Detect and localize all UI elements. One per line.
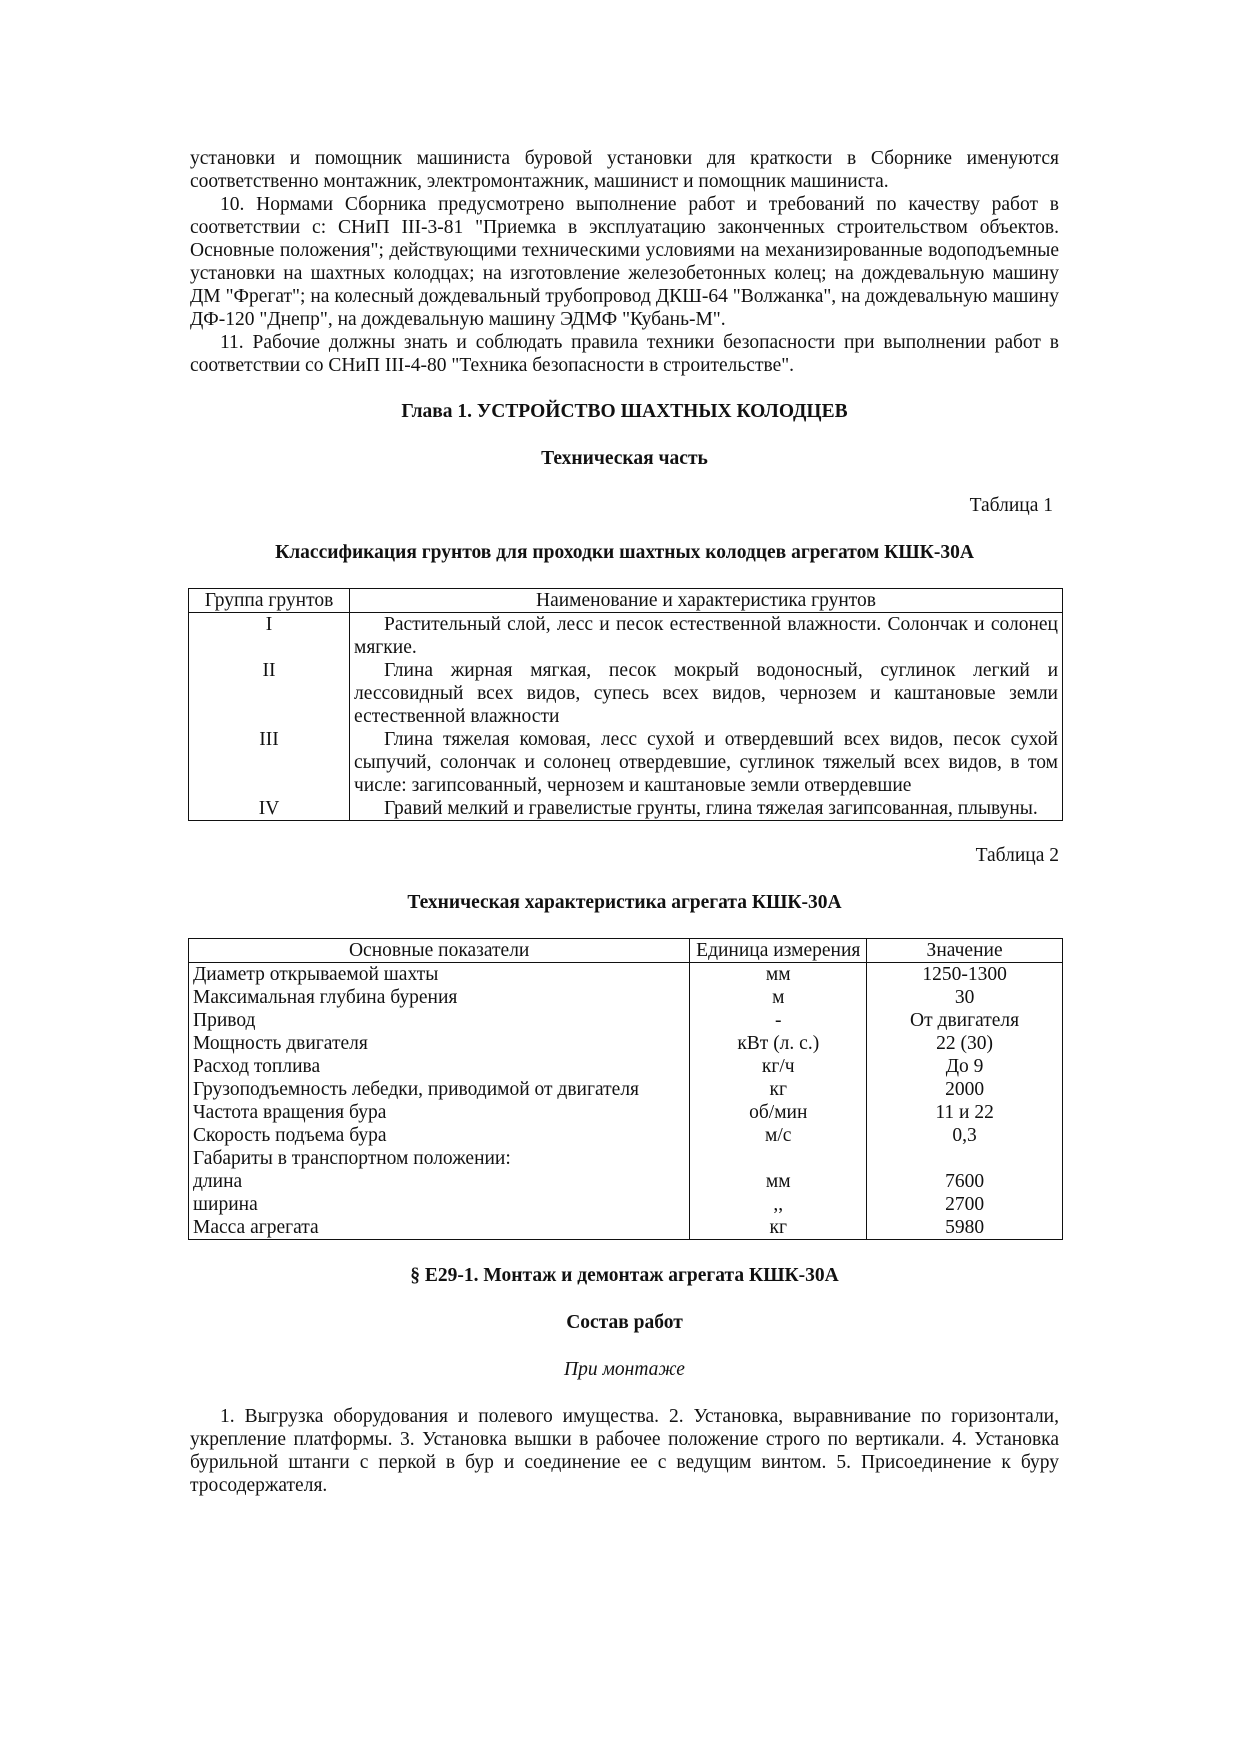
soil-group-cell: I — [189, 613, 350, 660]
paragraph-continued: установки и помощник машиниста буровой установки для краткости в Сборнике именуются соответственно монтажник, электромонтажник, машинист и помощник машиниста. — [190, 148, 1059, 192]
spec-name-cell: ширина — [189, 1193, 690, 1216]
soil-group-cell: III — [189, 728, 350, 797]
spec-name-cell: Масса агрегата — [189, 1216, 690, 1240]
spec-unit-cell: ,, — [690, 1193, 867, 1216]
spec-name-cell: Расход топлива — [189, 1055, 690, 1078]
spec-value-cell: 0,3 — [867, 1124, 1063, 1147]
spec-unit-cell: м — [690, 986, 867, 1009]
spec-value-cell: От двигателя — [867, 1009, 1063, 1032]
column-header-description: Наименование и характеристика грунтов — [350, 589, 1063, 613]
aggregate-specs-table — [188, 938, 1063, 1240]
table-row — [189, 1032, 1063, 1055]
spec-unit-cell: кг — [690, 1078, 867, 1101]
soil-group-cell: IV — [189, 797, 350, 821]
spec-unit-cell: мм — [690, 963, 867, 987]
spec-name-cell: длина — [189, 1170, 690, 1193]
table1-title: Классификация грунтов для проходки шахтных колодцев агрегатом КШК-30А — [275, 542, 974, 563]
column-header-unit: Единица измерения — [690, 939, 867, 963]
column-header-value: Значение — [867, 939, 1063, 963]
soil-description-cell: Глина тяжелая комовая, лесс сухой и отвердевший всех видов, песок сухой сыпучий, солончак и солонец отвердевшие, суглинок тяжелый всех видов, в том числе: загипсованный, чернозем и каштановые земли отвердевшие — [350, 728, 1063, 797]
table-row — [189, 963, 1063, 987]
table-row — [189, 659, 1063, 728]
table-row — [189, 1009, 1063, 1032]
paragraph-11: 11. Рабочие должны знать и соблюдать правила техники безопасности при выполнении работ в соответствии со СНиП III-4-80 "Техника безопасности в строительстве". — [190, 332, 1059, 376]
mount-paragraph: 1. Выгрузка оборудования и полевого имущества. 2. Установка, выравнивание по горизонтали, укрепление платформы. 3. Установка вышки в рабочее положение строго по вертикали. 4. Установка бурильной штанги с перкой в бур и соединение ее с ведущим винтом. 5. Присоединение к буру тросодержателя. — [190, 1406, 1059, 1496]
document-page — [190, 147, 1059, 1497]
spec-name-cell: Грузоподъемность лебедки, приводимой от двигателя — [189, 1078, 690, 1101]
soil-classification-table — [188, 588, 1063, 821]
column-header-group: Группа грунтов — [189, 589, 350, 613]
table-row — [189, 1101, 1063, 1124]
soil-group-cell: II — [189, 659, 350, 728]
spec-name-cell: Диаметр открываемой шахты — [189, 963, 690, 987]
soil-description-cell: Гравий мелкий и гравелистые грунты, глина тяжелая загипсованная, плывуны. — [350, 797, 1063, 821]
tech-part-title: Техническая часть — [541, 448, 708, 469]
spec-unit-cell: кВт (л. с.) — [690, 1032, 867, 1055]
table-row — [189, 728, 1063, 797]
spec-unit-cell — [690, 1147, 867, 1170]
spec-name-cell: Габариты в транспортном положении: — [189, 1147, 690, 1170]
spec-unit-cell: мм — [690, 1170, 867, 1193]
spec-value-cell: 7600 — [867, 1170, 1063, 1193]
spec-value-cell: 1250-1300 — [867, 963, 1063, 987]
spec-name-cell: Привод — [189, 1009, 690, 1032]
spec-unit-cell: кг/ч — [690, 1055, 867, 1078]
spec-value-cell: 11 и 22 — [867, 1101, 1063, 1124]
spec-value-cell: До 9 — [867, 1055, 1063, 1078]
table-row — [189, 1078, 1063, 1101]
table-row — [189, 1147, 1063, 1170]
spec-value-cell: 30 — [867, 986, 1063, 1009]
spec-name-cell: Скорость подъема бура — [189, 1124, 690, 1147]
table-row — [189, 1055, 1063, 1078]
paragraph-10: 10. Нормами Сборника предусмотрено выполнение работ и требований по качеству работ в соответствии с: СНиП III-3-81 "Приемка в эксплуатацию законченных строительством объектов. Основные положения"; действующими техническими условиями на механизированные водоподъемные установки на шахтных колодцах; на изготовление железобетонных колец; на дождевальную машину ДМ "Фрегат"; на колесный дождевальный трубопровод ДКШ-64 "Волжанка", на дождевальную машину ДФ-120 "Днепр", на дождевальную машину ЭДМФ "Кубань-М". — [190, 194, 1059, 330]
column-header-indicator: Основные показатели — [189, 939, 690, 963]
spec-unit-cell: кг — [690, 1216, 867, 1240]
table2-label: Таблица 2 — [975, 845, 1059, 866]
table2-title: Техническая характеристика агрегата КШК-30А — [407, 892, 842, 913]
spec-name-cell: Частота вращения бура — [189, 1101, 690, 1124]
table-row — [189, 1193, 1063, 1216]
spec-name-cell: Максимальная глубина бурения — [189, 986, 690, 1009]
chapter-title: Глава 1. УСТРОЙСТВО ШАХТНЫХ КОЛОДЦЕВ — [401, 401, 848, 422]
section-title: § Е29-1. Монтаж и демонтаж агрегата КШК-30А — [410, 1265, 839, 1286]
spec-value-cell: 5980 — [867, 1216, 1063, 1240]
work-composition-title: Состав работ — [566, 1312, 683, 1333]
table-row — [189, 613, 1063, 660]
soil-description-cell: Глина жирная мягкая, песок мокрый водоносный, суглинок легкий и лессовидный всех видов, супесь всех видов, чернозем и каштановые земли естественной влажности — [350, 659, 1063, 728]
spec-unit-cell: об/мин — [690, 1101, 867, 1124]
soil-description-cell: Растительный слой, лесс и песок естественной влажности. Солончак и солонец мягкие. — [350, 613, 1063, 660]
table-row — [189, 986, 1063, 1009]
table-row — [189, 797, 1063, 821]
spec-unit-cell: м/с — [690, 1124, 867, 1147]
table-header-row — [189, 589, 1063, 613]
table-row — [189, 1216, 1063, 1240]
spec-unit-cell: - — [690, 1009, 867, 1032]
spec-value-cell — [867, 1147, 1063, 1170]
spec-value-cell: 22 (30) — [867, 1032, 1063, 1055]
spec-value-cell: 2000 — [867, 1078, 1063, 1101]
table1-label: Таблица 1 — [969, 495, 1053, 516]
spec-value-cell: 2700 — [867, 1193, 1063, 1216]
table-row — [189, 1170, 1063, 1193]
table-row — [189, 1124, 1063, 1147]
spec-name-cell: Мощность двигателя — [189, 1032, 690, 1055]
mount-subtitle: При монтаже — [564, 1359, 685, 1380]
table-header-row — [189, 939, 1063, 963]
